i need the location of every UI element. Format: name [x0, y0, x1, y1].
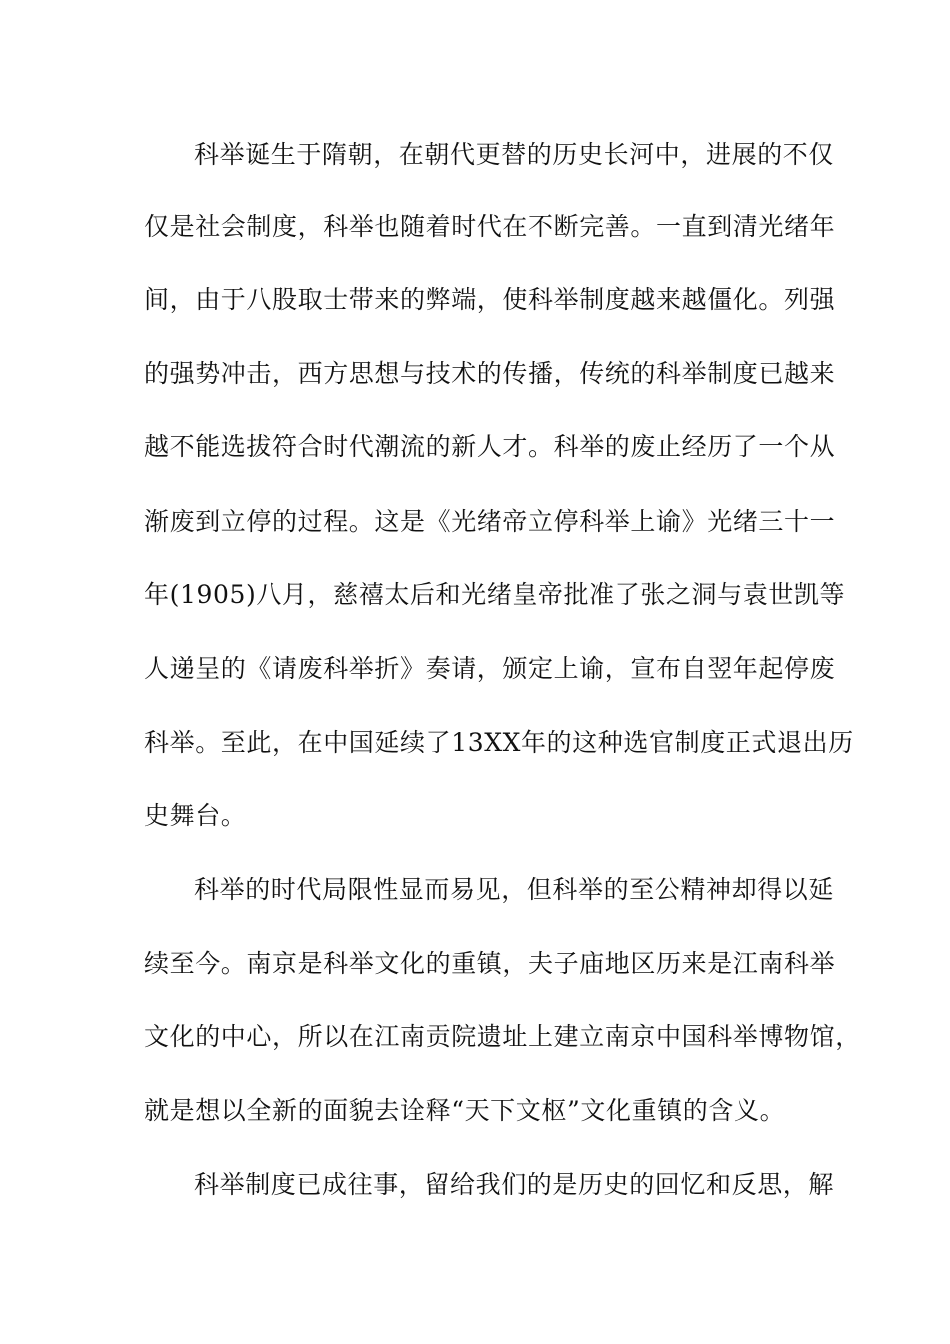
paragraph-1-line-5: 越不能选拔符合时代潮流的新人才。科举的废止经历了一个从 — [144, 432, 836, 461]
paragraph-1-line-8: 人递呈的《请废科举折》奏请，颁定上谕，宣布自翌年起停废 — [144, 654, 836, 683]
paragraph-2-line-2: 续至今。南京是科举文化的重镇，夫子庙地区历来是江南科举 — [144, 949, 836, 978]
paragraph-1-line-4: 的强势冲击，西方思想与技术的传播，传统的科举制度已越来 — [144, 359, 836, 388]
paragraph-1-line-1: 科举诞生于隋朝，在朝代更替的历史长河中，进展的不仅 — [194, 140, 835, 169]
paragraph-2-line-4: 就是想以全新的面貌去诠释“天下文枢”文化重镇的含义。 — [144, 1096, 786, 1125]
paragraph-1-line-10: 史舞台。 — [144, 801, 247, 830]
paragraph-1-line-3: 间，由于八股取士带来的弊端，使科举制度越来越僵化。列强 — [144, 285, 836, 314]
paragraph-1-line-2: 仅是社会制度，科举也随着时代在不断完善。一直到清光绪年 — [144, 212, 836, 241]
paragraph-2-line-1: 科举的时代局限性显而易见，但科举的至公精神却得以延 — [194, 875, 835, 904]
paragraph-2-line-3: 文化的中心，所以在江南贡院遗址上建立南京中国科举博物馆， — [144, 1022, 861, 1051]
paragraph-1-line-6: 渐废到立停的过程。这是《光绪帝立停科举上谕》光绪三十一 — [144, 507, 836, 536]
paragraph-1-line-7: 年(1905)八月，慈禧太后和光绪皇帝批准了张之洞与袁世凯等 — [144, 580, 846, 609]
paragraph-1-line-9: 科举。至此，在中国延续了13XX年的这种选官制度正式退出历 — [144, 728, 854, 757]
paragraph-3-line-1: 科举制度已成往事，留给我们的是历史的回忆和反思，解 — [194, 1170, 835, 1199]
